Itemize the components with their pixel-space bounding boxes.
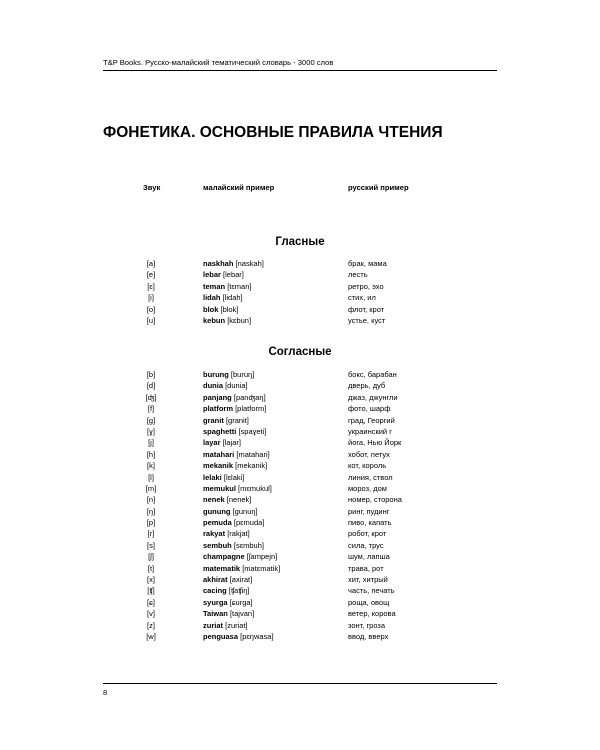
sound-cell: [ɛ] — [147, 281, 155, 291]
table-row — [0, 269, 600, 280]
russian-example-cell: дверь, дуб — [348, 381, 386, 391]
table-row — [0, 563, 600, 574]
malay-word: kebun — [203, 315, 226, 325]
russian-example-cell: лесть — [348, 270, 368, 280]
malay-example-cell — [203, 403, 266, 414]
malay-word: lebar — [203, 270, 221, 280]
table-row — [0, 315, 600, 326]
sound-cell: [ŋ] — [146, 506, 156, 516]
malay-example-cell — [203, 506, 258, 517]
sound-cell: [v] — [147, 609, 155, 619]
malay-word: gunung — [203, 506, 231, 516]
russian-example-cell: брак, мама — [348, 259, 387, 268]
table-row — [0, 540, 600, 551]
running-header: T&P Books. Русско-малайский тематический словарь - 3000 слов — [103, 58, 497, 71]
table-row — [0, 258, 600, 269]
malay-word: naskhah — [203, 259, 234, 268]
transcription: [mɛmukul] — [238, 483, 272, 493]
malay-example-cell — [203, 258, 264, 269]
malay-word: zuriat — [203, 620, 224, 630]
sound-cell: [m] — [145, 483, 157, 493]
malay-word: lidah — [203, 293, 221, 303]
malay-example-cell — [203, 483, 272, 494]
russian-example-cell: фото, шарф — [348, 404, 391, 414]
consonants-section-title: Согласные — [268, 346, 332, 358]
table-row — [0, 403, 600, 414]
malay-example-cell — [203, 551, 277, 562]
column-headers — [0, 183, 600, 195]
table-row — [0, 449, 600, 460]
sound-cell: [w] — [146, 631, 156, 641]
malay-example-cell — [203, 315, 251, 326]
table-row — [0, 472, 600, 483]
russian-example-cell: джаз, джунгли — [348, 392, 398, 402]
russian-example-cell: роща, овощ — [348, 597, 390, 607]
transcription: [gunuŋ] — [232, 506, 258, 516]
table-row — [0, 528, 600, 539]
russian-example-cell: украинский г — [348, 426, 392, 436]
russian-example-cell: устье, куст — [348, 315, 386, 325]
malay-example-cell — [203, 574, 252, 585]
malay-word: nenek — [203, 495, 225, 505]
malay-example-cell — [203, 415, 249, 426]
sound-cell: [l] — [148, 472, 154, 482]
sound-cell: [ʤ] — [145, 392, 157, 402]
transcription: [blok] — [220, 304, 239, 314]
russian-example-cell: йога, Нью Йорк — [348, 438, 402, 448]
sound-cell: [s] — [147, 540, 155, 550]
russian-example-cell: стих, ил — [348, 293, 376, 303]
sound-cell: [j] — [148, 438, 154, 448]
transcription: [lebar] — [223, 270, 244, 280]
malay-example-cell — [203, 608, 254, 619]
table-row — [0, 620, 600, 631]
sound-cell: [u] — [146, 315, 156, 325]
transcription: [panʤaŋ] — [233, 392, 266, 402]
sound-cell: [g] — [146, 415, 156, 425]
transcription: [dunia] — [225, 381, 248, 391]
malay-word: granit — [203, 415, 224, 425]
russian-example-cell: сила, трус — [348, 540, 384, 550]
russian-example-cell: зонт, гроза — [348, 620, 386, 630]
malay-example-cell — [203, 281, 251, 292]
russian-example-cell: ретро, эхо — [348, 281, 384, 291]
malay-example-cell — [203, 472, 244, 483]
transcription: [granit] — [225, 415, 249, 425]
malay-example-cell — [203, 528, 250, 539]
transcription: [sɛmbuh] — [233, 540, 264, 550]
table-row — [0, 585, 600, 596]
malay-example-cell — [203, 304, 238, 315]
malay-word: champagne — [203, 552, 245, 562]
malay-word: teman — [203, 281, 226, 291]
malay-example-cell — [203, 369, 254, 380]
malay-word: sembuh — [203, 540, 232, 550]
malay-example-cell — [203, 269, 244, 280]
transcription: [axirat] — [229, 575, 253, 585]
table-row — [0, 369, 600, 380]
vowels-table — [0, 258, 600, 326]
malay-word: cacing — [203, 586, 227, 596]
malay-word: akhirat — [203, 575, 228, 585]
malay-word: blok — [203, 304, 219, 314]
malay-example-cell — [203, 494, 251, 505]
malay-word: layar — [203, 438, 221, 448]
malay-word: platform — [203, 404, 233, 414]
malay-word: pemuda — [203, 518, 232, 528]
sound-cell: [k] — [147, 461, 155, 471]
sound-cell: [ʧ] — [147, 586, 155, 596]
transcription: [lɛlaki] — [223, 472, 245, 482]
malay-example-cell — [203, 292, 243, 303]
russian-example-cell: бокс, барабан — [348, 370, 397, 379]
sound-cell: [h] — [146, 449, 156, 459]
transcription: [tɛman] — [227, 281, 252, 291]
table-row — [0, 392, 600, 403]
sound-cell: [d] — [146, 381, 156, 391]
russian-example-cell: линия, ствол — [348, 472, 393, 482]
transcription: [kɛbun] — [227, 315, 252, 325]
table-row — [0, 551, 600, 562]
transcription: [ʧaʧiŋ] — [228, 586, 250, 596]
sound-cell: [f] — [147, 404, 155, 414]
russian-example-cell: ввод, вверх — [348, 631, 389, 641]
sound-cell: [x] — [147, 575, 155, 585]
transcription: [zuriat] — [225, 620, 248, 630]
malay-example-cell — [203, 563, 280, 574]
page-number: 8 — [103, 688, 108, 697]
transcription: [buruŋ] — [230, 370, 255, 379]
table-row — [0, 380, 600, 391]
table-row — [0, 517, 600, 528]
russian-example-cell: робот, крот — [348, 529, 387, 539]
malay-word: spaghetti — [203, 426, 237, 436]
malay-word: syurga — [203, 597, 228, 607]
transcription: [naskah] — [235, 259, 264, 268]
malay-example-cell — [203, 631, 274, 642]
sound-cell: [a] — [146, 259, 156, 268]
russian-example-cell: кот, король — [348, 461, 387, 471]
transcription: [spaɣeti] — [238, 426, 267, 436]
malay-example-cell — [203, 460, 267, 471]
sound-cell: [ɕ] — [147, 597, 155, 607]
malay-example-cell — [203, 426, 266, 437]
russian-example-cell: ринг, пудинг — [348, 506, 390, 516]
malay-word: matahari — [203, 449, 235, 459]
malay-word: lelaki — [203, 472, 222, 482]
sound-cell: [b] — [146, 370, 156, 379]
page-title: ФОНЕТИКА. ОСНОВНЫЕ ПРАВИЛА ЧТЕНИЯ — [103, 124, 443, 141]
malay-example-cell — [203, 540, 264, 551]
vowels-section-title: Гласные — [275, 236, 325, 248]
malay-word: penguasa — [203, 631, 239, 641]
russian-example-cell: часть, печать — [348, 586, 395, 596]
table-row — [0, 494, 600, 505]
russian-example-cell: флот, крот — [348, 304, 385, 314]
sound-cell: [p] — [146, 518, 156, 528]
malay-word: memukul — [203, 483, 236, 493]
footer-divider — [103, 683, 497, 684]
russian-example-cell: хобот, петух — [348, 449, 390, 459]
column-header-sound: Звук — [143, 183, 161, 192]
transcription: [nenek] — [226, 495, 252, 505]
transcription: [pɛŋwasa] — [240, 631, 274, 641]
transcription: [ʃampejn] — [246, 552, 278, 562]
transcription: [pɛmuda] — [233, 518, 265, 528]
russian-example-cell: град, Георгий — [348, 415, 395, 425]
malay-word: dunia — [203, 381, 223, 391]
sound-cell: [o] — [146, 304, 156, 314]
table-row — [0, 304, 600, 315]
sound-cell: [i] — [148, 293, 154, 303]
malay-word: Taiwan — [203, 609, 228, 619]
transcription: [lajar] — [222, 438, 241, 448]
sound-cell: [r] — [147, 529, 155, 539]
table-row — [0, 608, 600, 619]
sound-cell: [ɣ] — [147, 426, 155, 436]
table-row — [0, 281, 600, 292]
table-row — [0, 460, 600, 471]
sound-cell: [e] — [146, 270, 156, 280]
table-row — [0, 574, 600, 585]
russian-example-cell: номер, сторона — [348, 495, 402, 505]
malay-word: rakyat — [203, 529, 226, 539]
table-row — [0, 483, 600, 494]
transcription: [rakjat] — [227, 529, 250, 539]
malay-word: mekanik — [203, 461, 234, 471]
malay-example-cell — [203, 585, 249, 596]
transcription: [ɕurga] — [229, 597, 253, 607]
malay-word: panjang — [203, 392, 232, 402]
malay-example-cell — [203, 380, 248, 391]
table-row — [0, 631, 600, 642]
column-header-russian: русский пример — [348, 183, 409, 192]
transcription: [platform] — [235, 404, 267, 414]
russian-example-cell: хит, хитрый — [348, 575, 388, 585]
russian-example-cell: трава, рот — [348, 563, 384, 573]
transcription: [matɛmatik] — [242, 563, 281, 573]
table-row — [0, 506, 600, 517]
sound-cell: [t] — [147, 563, 155, 573]
malay-word: matematik — [203, 563, 241, 573]
transcription: [tajvan] — [229, 609, 255, 619]
sound-cell: [ʃ] — [148, 552, 154, 562]
table-row — [0, 597, 600, 608]
russian-example-cell: пиво, капать — [348, 518, 392, 528]
russian-example-cell: шум, лапша — [348, 552, 390, 562]
transcription: [lidah] — [222, 293, 243, 303]
russian-example-cell: мороз, дом — [348, 483, 387, 493]
malay-word: burung — [203, 370, 229, 379]
malay-example-cell — [203, 392, 266, 403]
table-row — [0, 415, 600, 426]
malay-example-cell — [203, 437, 241, 448]
transcription: [matahari] — [236, 449, 270, 459]
column-header-malay: малайский пример — [203, 183, 275, 192]
malay-example-cell — [203, 620, 248, 631]
consonants-table — [0, 369, 600, 642]
malay-example-cell — [203, 597, 253, 608]
sound-cell: [z] — [147, 620, 155, 630]
russian-example-cell: ветер, корова — [348, 609, 396, 619]
sound-cell: [n] — [146, 495, 156, 505]
table-row — [0, 426, 600, 437]
transcription: [mekanik] — [235, 461, 268, 471]
table-row — [0, 437, 600, 448]
malay-example-cell — [203, 449, 270, 460]
malay-example-cell — [203, 517, 264, 528]
table-row — [0, 292, 600, 303]
